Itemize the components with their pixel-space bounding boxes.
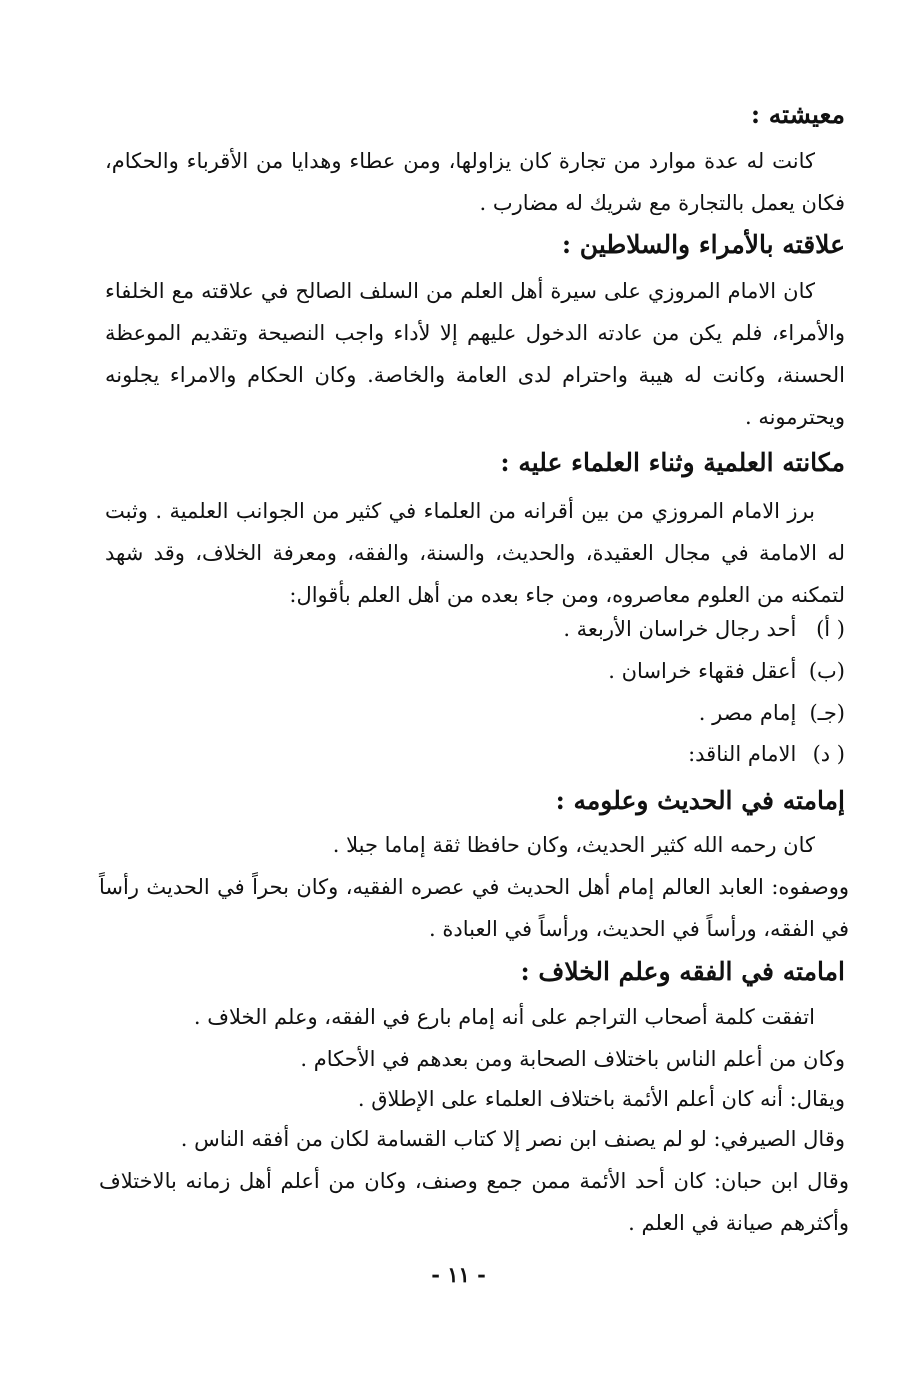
list-item-text: أعقل فقهاء خراسان . — [608, 659, 797, 683]
page-number: - ١١ - — [431, 1262, 486, 1287]
paragraph-scholarly-status: برز الامام المروزي من بين أقرانه من العلماء في كثير من الجوانب العلمية . وثبت له الامامة في مجال العقيدة، والحديث، والسنة، والفقه، ومعرفة الخلاف، وقد شهد لتمكنه من العلوم معاصروه، ومن جاء بعده من أهل العلم بأقوال: — [105, 499, 845, 607]
list-item-mark: ( د) — [812, 742, 845, 766]
paragraph-hadith: ووصفوه: العابد العالم إمام أهل الحديث في عصره الفقيه، وكان بحراً في الحديث رأساً في الفقه، ورأساً في الحديث، ورأساً في العبادة . — [99, 875, 849, 941]
line-fiqh-1: اتفقت كلمة أصحاب التراجم على أنه إمام بارع في الفقه، وعلم الخلاف . — [193, 1005, 815, 1029]
line-fiqh-4: وقال الصيرفي: لو لم يصنف ابن نصر إلا كتاب القسامة لكان من أفقه الناس . — [180, 1127, 845, 1151]
list-item-text: أحد رجال خراسان الأربعة . — [563, 617, 797, 641]
list-item-mark: ( أ) — [816, 617, 845, 641]
line-fiqh-3: ويقال: أنه كان أعلم الأئمة باختلاف العلماء على الإطلاق . — [357, 1087, 845, 1111]
list-item-text: إمام مصر . — [698, 701, 797, 725]
heading-scholarly-status: مكانته العلمية وثناء العلماء عليه : — [500, 448, 845, 477]
heading-livelihood: معيشته : — [750, 100, 845, 129]
heading-rulers: علاقته بالأمراء والسلاطين : — [561, 230, 845, 259]
heading-fiqh: امامته في الفقه وعلم الخلاف : — [520, 957, 845, 986]
list-item-text: الامام الناقد: — [688, 742, 797, 766]
list-item-mark: (ب) — [808, 659, 845, 683]
list-item — [145, 737, 845, 771]
list-item-mark: (جـ) — [809, 701, 845, 725]
line-hadith-1: كان رحمه الله كثير الحديث، وكان حافظا ثقة إماما جبلا . — [332, 833, 815, 857]
paragraph-livelihood: كانت له عدة موارد من تجارة كان يزاولها، ومن عطاء وهدايا من الأقرباء والحكام، فكان يعمل بالتجارة مع شريك له مضارب . — [105, 149, 845, 215]
heading-hadith: إمامته في الحديث وعلومه : — [555, 786, 845, 815]
list-item — [145, 612, 845, 646]
list-item — [145, 654, 845, 688]
line-fiqh-2: وكان من أعلم الناس باختلاف الصحابة ومن بعدهم في الأحكام . — [300, 1047, 845, 1071]
paragraph-fiqh: وقال ابن حبان: كان أحد الأئمة ممن جمع وصنف، وكان من أعلم أهل زمانه بالاختلاف وأكثرهم صيانة في العلم . — [99, 1169, 849, 1235]
paragraph-rulers: كان الامام المروزي على سيرة أهل العلم من السلف الصالح في علاقته مع الخلفاء والأمراء، فلم يكن من عادته الدخول عليهم إلا لأداء واجب النصيحة وتقديم الموعظة الحسنة، وكانت له هيبة واحترام لدى العامة والخاصة. وكان الحكام والامراء يجلونه ويحترمونه . — [105, 279, 845, 429]
list-item — [145, 696, 845, 730]
